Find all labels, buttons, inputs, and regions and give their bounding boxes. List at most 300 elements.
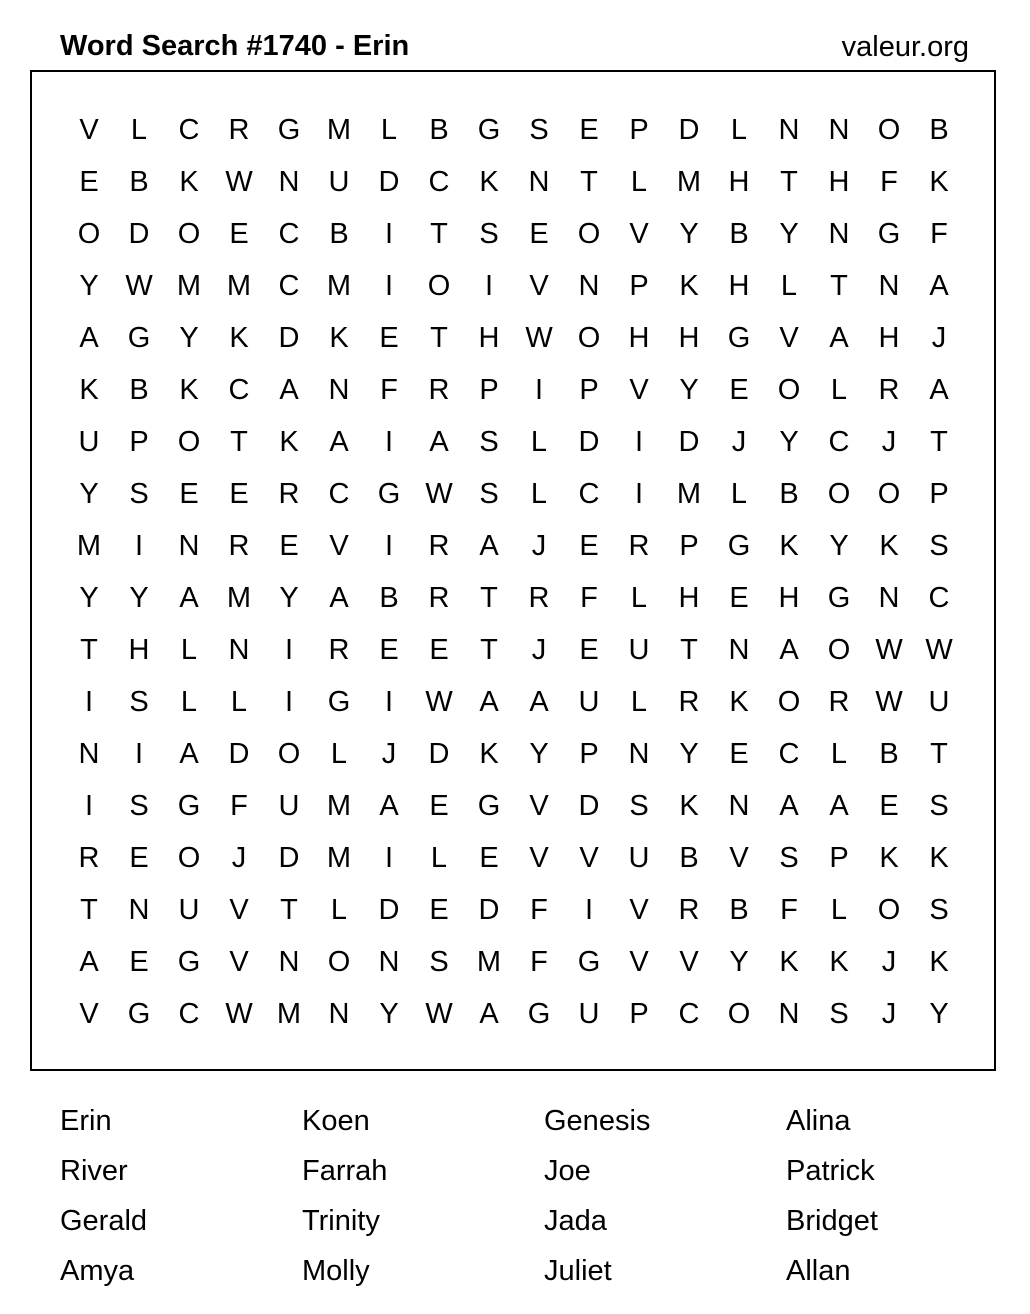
grid-letter: C: [778, 738, 800, 770]
grid-letter: G: [527, 998, 551, 1030]
grid-letter: S: [479, 478, 499, 510]
grid-letter: V: [529, 842, 549, 874]
grid-letter: U: [178, 894, 200, 926]
grid-letter: W: [525, 322, 553, 354]
grid-letter: R: [328, 634, 350, 666]
grid-letter: K: [879, 842, 899, 874]
grid-letter: H: [778, 582, 800, 614]
grid-letter: M: [326, 114, 352, 146]
grid-letter: S: [129, 686, 149, 718]
grid-letter: O: [577, 218, 601, 250]
grid-letter: W: [425, 686, 453, 718]
grid-letter: P: [679, 530, 699, 562]
grid-letter: Y: [179, 322, 199, 354]
grid-letter: C: [678, 998, 700, 1030]
grid-letter: T: [230, 426, 248, 458]
grid-letter: K: [929, 842, 949, 874]
grid-letter: K: [779, 530, 799, 562]
grid-letter: M: [326, 790, 352, 822]
grid-letter: N: [778, 114, 800, 146]
grid-letter: K: [729, 686, 749, 718]
grid-letter: F: [880, 166, 898, 198]
grid-letter: A: [279, 374, 299, 406]
grid-letter: E: [729, 738, 749, 770]
word-list-item: Patrick: [786, 1155, 875, 1187]
grid-letter: K: [229, 322, 249, 354]
grid-letter: S: [529, 114, 549, 146]
grid-letter: G: [177, 946, 201, 978]
grid-letter: V: [529, 270, 549, 302]
grid-letter: U: [578, 998, 600, 1030]
grid-letter: B: [429, 114, 449, 146]
grid-letter: B: [129, 166, 149, 198]
grid-letter: T: [430, 218, 448, 250]
grid-letter: C: [578, 478, 600, 510]
grid-letter: S: [429, 946, 449, 978]
grid-letter: N: [328, 374, 350, 406]
grid-letter: N: [878, 582, 900, 614]
grid-letter: W: [425, 478, 453, 510]
grid-letter: T: [480, 634, 498, 666]
grid-letter: E: [479, 842, 499, 874]
grid-letter: G: [727, 322, 751, 354]
grid-letter: E: [579, 114, 599, 146]
word-list-item: Farrah: [302, 1155, 388, 1187]
grid-letter: Y: [529, 738, 549, 770]
grid-letter: I: [384, 426, 394, 458]
grid-letter: D: [578, 790, 600, 822]
grid-letter: V: [579, 842, 599, 874]
grid-letter: O: [727, 998, 751, 1030]
grid-letter: G: [727, 530, 751, 562]
grid-letter: V: [79, 998, 99, 1030]
grid-letter: J: [881, 426, 897, 458]
grid-letter: A: [329, 582, 349, 614]
grid-letter: T: [580, 166, 598, 198]
grid-letter: A: [79, 322, 99, 354]
grid-letter: E: [279, 530, 299, 562]
grid-letter: N: [228, 634, 250, 666]
grid-letter: N: [828, 114, 850, 146]
grid-letter: L: [130, 114, 148, 146]
grid-letter: N: [778, 998, 800, 1030]
grid-letter: K: [279, 426, 299, 458]
grid-letter: E: [179, 478, 199, 510]
grid-letter: O: [277, 738, 301, 770]
grid-letter: P: [579, 738, 599, 770]
grid-letter: F: [580, 582, 598, 614]
grid-letter: N: [328, 998, 350, 1030]
grid-letter: N: [578, 270, 600, 302]
grid-letter: N: [128, 894, 150, 926]
grid-letter: J: [931, 322, 947, 354]
grid-letter: A: [829, 322, 849, 354]
grid-letter: N: [828, 218, 850, 250]
grid-letter: B: [729, 218, 749, 250]
grid-letter: E: [729, 582, 749, 614]
grid-letter: T: [80, 894, 98, 926]
grid-letter: N: [528, 166, 550, 198]
grid-letter: C: [278, 270, 300, 302]
grid-letter: R: [628, 530, 650, 562]
grid-letter: A: [379, 790, 399, 822]
grid-letter: N: [378, 946, 400, 978]
grid-letter: R: [678, 686, 700, 718]
word-list-item: Genesis: [544, 1105, 651, 1137]
word-list-item: Koen: [302, 1105, 370, 1137]
grid-letter: D: [278, 842, 300, 874]
grid-letter: O: [427, 270, 451, 302]
grid-letter: L: [630, 686, 648, 718]
grid-letter: M: [676, 478, 702, 510]
grid-letter: H: [728, 270, 750, 302]
grid-letter: R: [528, 582, 550, 614]
grid-letter: O: [77, 218, 101, 250]
grid-letter: Y: [279, 582, 299, 614]
grid-letter: O: [877, 114, 901, 146]
grid-letter: W: [425, 998, 453, 1030]
grid-letter: P: [629, 270, 649, 302]
grid-letter: U: [928, 686, 950, 718]
grid-letter: H: [828, 166, 850, 198]
grid-letter: R: [828, 686, 850, 718]
grid-letter: T: [430, 322, 448, 354]
grid-letter: C: [278, 218, 300, 250]
letter-grid: [64, 104, 964, 1040]
grid-letter: B: [779, 478, 799, 510]
grid-letter: Y: [779, 218, 799, 250]
grid-letter: O: [877, 894, 901, 926]
grid-letter: A: [479, 686, 499, 718]
grid-letter: V: [79, 114, 99, 146]
grid-letter: A: [329, 426, 349, 458]
grid-letter: R: [278, 478, 300, 510]
grid-letter: K: [479, 738, 499, 770]
grid-letter: E: [229, 478, 249, 510]
grid-letter: K: [179, 166, 199, 198]
grid-letter: E: [79, 166, 99, 198]
word-list-item: Jada: [544, 1205, 607, 1237]
grid-letter: P: [829, 842, 849, 874]
grid-letter: W: [875, 634, 903, 666]
grid-letter: V: [729, 842, 749, 874]
grid-letter: A: [529, 686, 549, 718]
grid-letter: A: [779, 790, 799, 822]
grid-letter: O: [827, 634, 851, 666]
word-list-item: Erin: [60, 1105, 112, 1137]
grid-letter: I: [384, 686, 394, 718]
grid-letter: Y: [79, 270, 99, 302]
grid-letter: P: [479, 374, 499, 406]
grid-letter: D: [278, 322, 300, 354]
grid-letter: A: [929, 374, 949, 406]
grid-letter: A: [179, 738, 199, 770]
grid-letter: C: [828, 426, 850, 458]
grid-letter: G: [377, 478, 401, 510]
grid-letter: N: [728, 634, 750, 666]
grid-letter: O: [577, 322, 601, 354]
grid-letter: N: [178, 530, 200, 562]
grid-letter: T: [830, 270, 848, 302]
grid-letter: H: [878, 322, 900, 354]
grid-letter: B: [129, 374, 149, 406]
grid-letter: W: [225, 998, 253, 1030]
grid-letter: R: [678, 894, 700, 926]
grid-letter: A: [429, 426, 449, 458]
grid-letter: E: [579, 530, 599, 562]
grid-letter: M: [176, 270, 202, 302]
grid-letter: O: [877, 478, 901, 510]
grid-letter: A: [929, 270, 949, 302]
grid-letter: D: [478, 894, 500, 926]
word-list: [60, 1096, 1028, 1296]
grid-letter: L: [780, 270, 798, 302]
grid-letter: T: [280, 894, 298, 926]
grid-letter: C: [228, 374, 250, 406]
word-list-item: Amya: [60, 1255, 135, 1287]
grid-letter: J: [881, 998, 897, 1030]
grid-letter: J: [231, 842, 247, 874]
grid-letter: I: [284, 634, 294, 666]
grid-letter: A: [779, 634, 799, 666]
grid-letter: I: [84, 686, 94, 718]
grid-letter: P: [129, 426, 149, 458]
grid-letter: V: [629, 374, 649, 406]
grid-letter: L: [730, 114, 748, 146]
grid-letter: B: [929, 114, 949, 146]
grid-letter: L: [630, 582, 648, 614]
grid-letter: S: [929, 894, 949, 926]
grid-letter: O: [177, 218, 201, 250]
grid-letter: K: [829, 946, 849, 978]
grid-letter: G: [127, 998, 151, 1030]
grid-letter: J: [731, 426, 747, 458]
grid-letter: H: [728, 166, 750, 198]
grid-letter: V: [529, 790, 549, 822]
grid-letter: I: [134, 530, 144, 562]
grid-letter: U: [578, 686, 600, 718]
grid-letter: D: [378, 166, 400, 198]
grid-letter: G: [477, 114, 501, 146]
grid-letter: E: [129, 946, 149, 978]
grid-letter: K: [929, 946, 949, 978]
word-list-item: Bridget: [786, 1205, 878, 1237]
grid-letter: C: [178, 114, 200, 146]
grid-letter: O: [777, 374, 801, 406]
grid-letter: M: [226, 270, 252, 302]
grid-letter: A: [179, 582, 199, 614]
grid-letter: R: [228, 114, 250, 146]
grid-letter: S: [929, 530, 949, 562]
word-list-item: River: [60, 1155, 128, 1187]
grid-letter: G: [477, 790, 501, 822]
grid-letter: N: [78, 738, 100, 770]
grid-letter: J: [531, 634, 547, 666]
site-name: valeur.org: [841, 31, 969, 63]
grid-letter: C: [178, 998, 200, 1030]
grid-letter: U: [328, 166, 350, 198]
grid-letter: S: [929, 790, 949, 822]
grid-letter: M: [76, 530, 102, 562]
grid-letter: V: [329, 530, 349, 562]
grid-letter: O: [827, 478, 851, 510]
grid-letter: Y: [779, 426, 799, 458]
grid-letter: J: [881, 946, 897, 978]
grid-letter: L: [430, 842, 448, 874]
grid-letter: S: [629, 790, 649, 822]
grid-letter: K: [679, 790, 699, 822]
grid-letter: T: [480, 582, 498, 614]
grid-letter: N: [878, 270, 900, 302]
grid-letter: H: [678, 322, 700, 354]
grid-letter: H: [478, 322, 500, 354]
grid-letter: D: [128, 218, 150, 250]
grid-letter: I: [384, 218, 394, 250]
grid-letter: W: [225, 166, 253, 198]
grid-letter: B: [879, 738, 899, 770]
grid-letter: P: [929, 478, 949, 510]
grid-letter: B: [729, 894, 749, 926]
grid-letter: M: [276, 998, 302, 1030]
grid-letter: C: [428, 166, 450, 198]
grid-letter: L: [380, 114, 398, 146]
grid-letter: F: [380, 374, 398, 406]
grid-letter: D: [428, 738, 450, 770]
grid-letter: J: [531, 530, 547, 562]
grid-letter: E: [379, 322, 399, 354]
grid-letter: S: [779, 842, 799, 874]
grid-letter: Y: [129, 582, 149, 614]
grid-letter: O: [777, 686, 801, 718]
grid-letter: L: [630, 166, 648, 198]
grid-letter: Y: [679, 738, 699, 770]
grid-letter: S: [129, 478, 149, 510]
grid-letter: Y: [379, 998, 399, 1030]
grid-letter: A: [479, 530, 499, 562]
grid-letter: Y: [929, 998, 949, 1030]
grid-letter: L: [530, 478, 548, 510]
grid-letter: B: [329, 218, 349, 250]
grid-letter: F: [530, 894, 548, 926]
grid-letter: P: [629, 998, 649, 1030]
grid-letter: W: [875, 686, 903, 718]
grid-letter: V: [629, 218, 649, 250]
grid-letter: Y: [679, 218, 699, 250]
grid-letter: L: [180, 634, 198, 666]
grid-letter: M: [226, 582, 252, 614]
grid-letter: O: [327, 946, 351, 978]
grid-letter: A: [479, 998, 499, 1030]
grid-letter: T: [80, 634, 98, 666]
grid-letter: H: [678, 582, 700, 614]
grid-letter: H: [128, 634, 150, 666]
word-list-item: Molly: [302, 1255, 370, 1287]
grid-letter: E: [429, 634, 449, 666]
grid-letter: I: [384, 270, 394, 302]
grid-letter: I: [384, 530, 394, 562]
grid-letter: G: [577, 946, 601, 978]
grid-letter: A: [79, 946, 99, 978]
grid-letter: U: [628, 842, 650, 874]
grid-letter: B: [679, 842, 699, 874]
word-list-item: Trinity: [302, 1205, 380, 1237]
word-list-item: Juliet: [544, 1255, 612, 1287]
grid-letter: R: [428, 582, 450, 614]
grid-letter: Y: [79, 582, 99, 614]
grid-letter: I: [134, 738, 144, 770]
grid-letter: P: [579, 374, 599, 406]
grid-letter: D: [578, 426, 600, 458]
grid-letter: R: [78, 842, 100, 874]
grid-letter: I: [84, 790, 94, 822]
grid-letter: N: [628, 738, 650, 770]
grid-letter: Y: [679, 374, 699, 406]
grid-letter: G: [277, 114, 301, 146]
grid-letter: O: [177, 842, 201, 874]
word-list-item: Alina: [786, 1105, 851, 1137]
grid-letter: E: [529, 218, 549, 250]
grid-letter: T: [680, 634, 698, 666]
grid-letter: V: [229, 894, 249, 926]
grid-letter: K: [779, 946, 799, 978]
grid-letter: G: [127, 322, 151, 354]
grid-letter: I: [384, 842, 394, 874]
grid-letter: U: [628, 634, 650, 666]
grid-letter: T: [930, 426, 948, 458]
grid-letter: K: [179, 374, 199, 406]
grid-letter: E: [229, 218, 249, 250]
grid-letter: A: [829, 790, 849, 822]
grid-letter: K: [879, 530, 899, 562]
grid-letter: G: [177, 790, 201, 822]
grid-letter: M: [676, 166, 702, 198]
grid-letter: D: [228, 738, 250, 770]
grid-letter: V: [629, 946, 649, 978]
grid-letter: W: [925, 634, 953, 666]
grid-letter: M: [326, 842, 352, 874]
grid-letter: E: [129, 842, 149, 874]
word-list-item: Allan: [786, 1255, 851, 1287]
grid-letter: G: [877, 218, 901, 250]
grid-letter: H: [628, 322, 650, 354]
grid-letter: S: [129, 790, 149, 822]
grid-letter: C: [928, 582, 950, 614]
grid-letter: Y: [729, 946, 749, 978]
grid-letter: R: [878, 374, 900, 406]
grid-letter: E: [729, 374, 749, 406]
grid-letter: L: [830, 374, 848, 406]
grid-letter: R: [428, 530, 450, 562]
grid-letter: L: [330, 894, 348, 926]
grid-letter: S: [829, 998, 849, 1030]
grid-letter: R: [228, 530, 250, 562]
grid-letter: L: [530, 426, 548, 458]
grid-letter: N: [278, 946, 300, 978]
grid-letter: K: [79, 374, 99, 406]
grid-letter: S: [479, 426, 499, 458]
grid-letter: G: [827, 582, 851, 614]
grid-letter: M: [476, 946, 502, 978]
grid-letter: T: [930, 738, 948, 770]
grid-letter: I: [534, 374, 544, 406]
page-title: Word Search #1740 - Erin: [60, 30, 410, 62]
grid-letter: W: [125, 270, 153, 302]
grid-letter: F: [780, 894, 798, 926]
grid-letter: P: [629, 114, 649, 146]
grid-letter: F: [530, 946, 548, 978]
grid-letter: V: [629, 894, 649, 926]
grid-letter: B: [379, 582, 399, 614]
